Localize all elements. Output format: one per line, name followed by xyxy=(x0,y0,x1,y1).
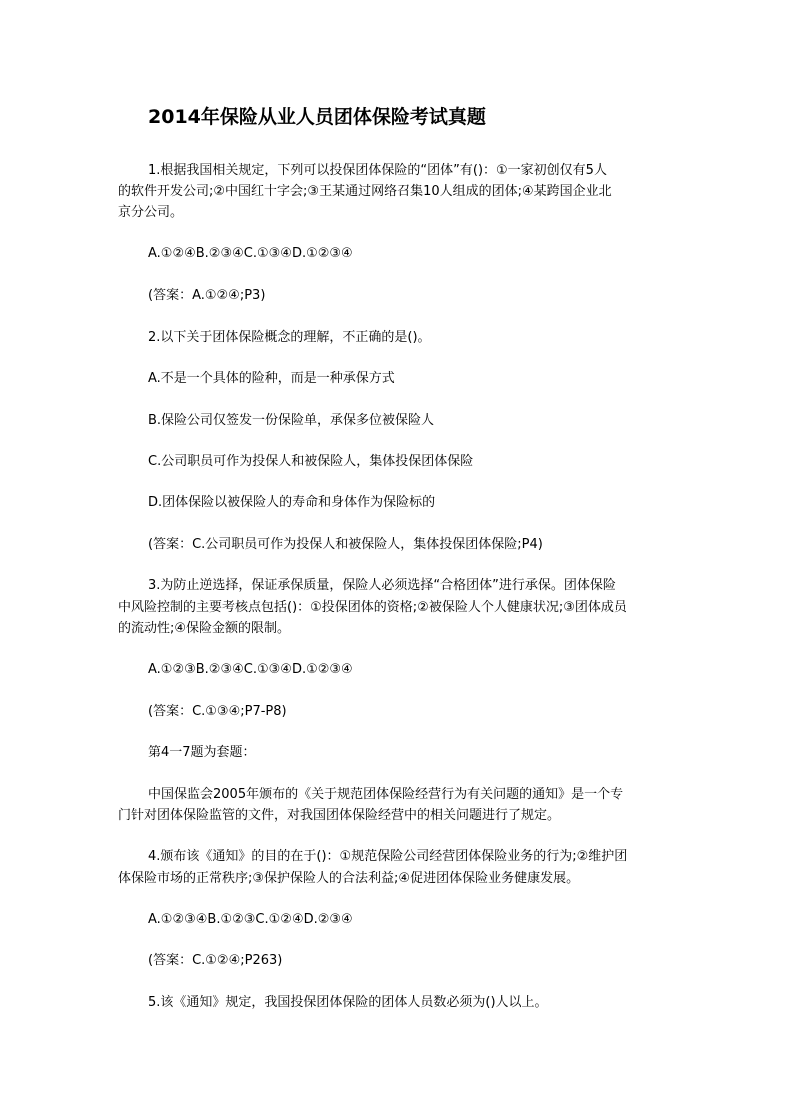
q1-options: A.①②④B.②③④C.①③④D.①②③④ xyxy=(148,246,353,261)
page-title: 2014年保险从业人员团体保险考试真题 xyxy=(148,106,486,128)
q4-stem-line-2: 体保险市场的正常秩序;③保护保险人的合法利益;④促进团体保险业务健康发展。 xyxy=(118,871,580,886)
set-intro: 第4一7题为套题： xyxy=(148,745,256,760)
q2-option-d: D.团体保险以被保险人的寿命和身体作为保险标的 xyxy=(148,495,436,510)
q4-answer: (答案：C.①②④;P263) xyxy=(148,953,283,968)
q4-options: A.①②③④B.①②③C.①②④D.②③④ xyxy=(148,912,353,927)
q5-stem: 5.该《通知》规定，我国投保团体保险的团体人员数必须为()人以上。 xyxy=(148,995,548,1010)
q2-answer: (答案：C.公司职员可作为投保人和被保险人，集体投保团体保险;P4) xyxy=(148,537,543,552)
q2-option-c: C.公司职员可作为投保人和被保险人，集体投保团体保险 xyxy=(148,454,474,469)
passage-line-2: 门针对团体保险监管的文件，对我国团体保险经营中的相关问题进行了规定。 xyxy=(118,808,561,823)
q4-stem-line-1: 4.颁布该《通知》的目的在于()：①规范保险公司经营团体保险业务的行为;②维护团 xyxy=(148,849,628,864)
q1-stem-line-3: 京分公司。 xyxy=(118,205,184,220)
q2-stem: 2.以下关于团体保险概念的理解，不正确的是()。 xyxy=(148,330,431,345)
q1-stem-line-2: 的软件开发公司;②中国红十字会;③王某通过网络召集10人组成的团体;④某跨国企业北 xyxy=(118,184,612,199)
q2-option-b: B.保险公司仅签发一份保险单，承保多位被保险人 xyxy=(148,413,435,428)
q3-stem-line-3: 的流动性;④保险金额的限制。 xyxy=(118,621,291,636)
q2-option-a: A.不是一个具体的险种，而是一种承保方式 xyxy=(148,371,395,386)
q1-stem-line-1: 1.根据我国相关规定，下列可以投保团体保险的“团体”有()：①一家初创仅有5人 xyxy=(148,163,607,178)
q3-stem-line-2: 中风险控制的主要考核点包括()：①投保团体的资格;②被保险人个人健康状况;③团体成员 xyxy=(118,600,627,615)
q3-options: A.①②③B.②③④C.①③④D.①②③④ xyxy=(148,662,353,677)
q1-answer: (答案：A.①②④;P3) xyxy=(148,288,266,303)
q3-answer: (答案：C.①③④;P7-P8) xyxy=(148,704,287,719)
passage-line-1: 中国保监会2005年颁布的《关于规范团体保险经营行为有关问题的通知》是一个专 xyxy=(148,787,624,802)
q3-stem-line-1: 3.为防止逆选择，保证承保质量，保险人必须选择“合格团体”进行承保。团体保险 xyxy=(148,578,616,593)
